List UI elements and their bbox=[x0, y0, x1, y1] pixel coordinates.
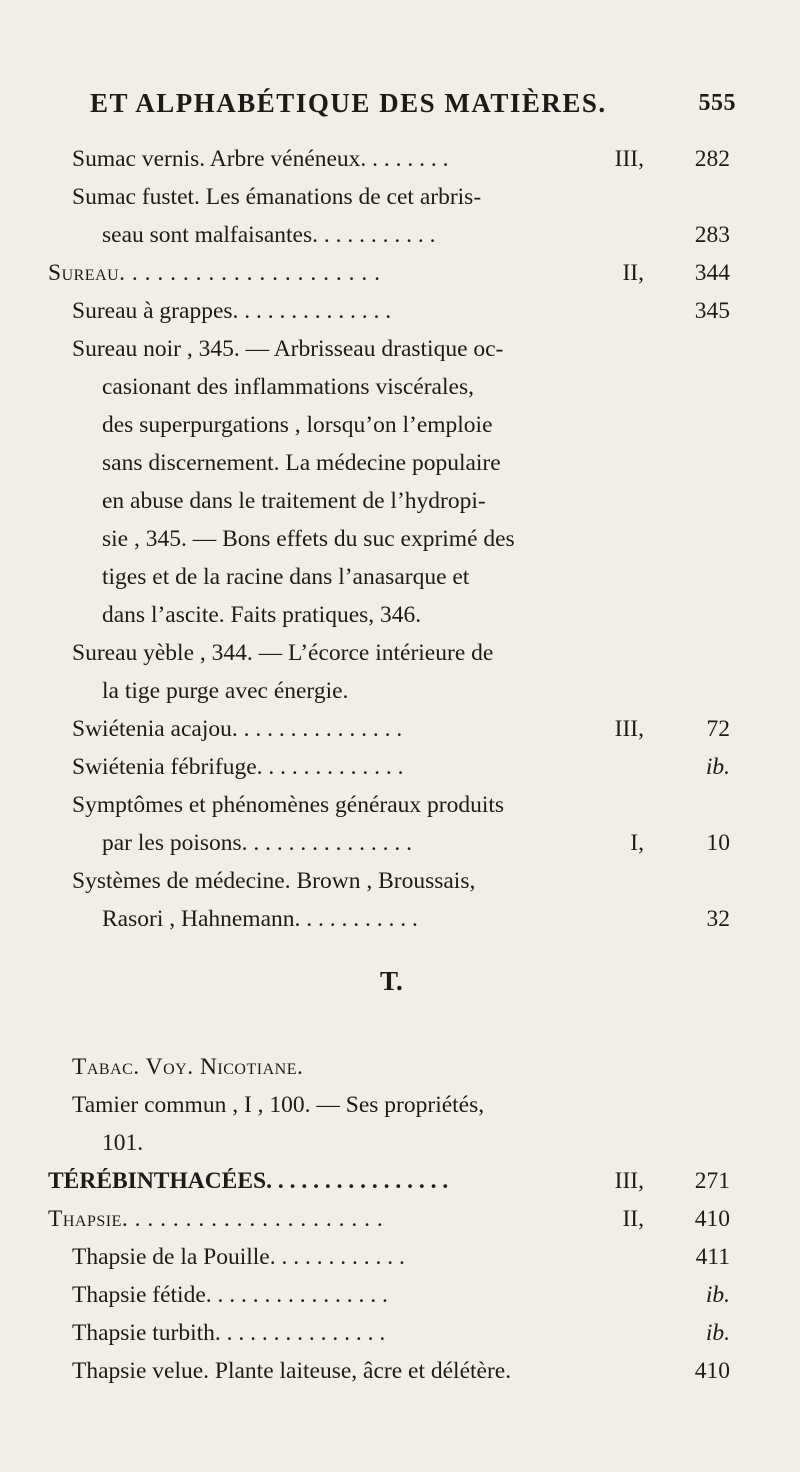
index-entry bbox=[72, 748, 730, 786]
index-entry bbox=[72, 1238, 730, 1276]
section-heading-t: T. bbox=[380, 966, 403, 996]
entry-page: 410 bbox=[694, 1206, 730, 1232]
index-entry bbox=[72, 558, 730, 596]
entry-text: Sureau. . . . . . . . . . . . . . . . . . . . . bbox=[48, 260, 381, 286]
entry-text: Sumac vernis. Arbre vénéneux. . . . . . . . bbox=[72, 146, 449, 172]
entry-text: sans discernement. La médecine populaire bbox=[102, 450, 501, 476]
entry-text: Thapsie turbith. . . . . . . . . . . . . . . bbox=[72, 1320, 386, 1346]
entry-text: Sureau yèble , 344. — L’écorce intérieure de bbox=[72, 640, 494, 666]
entry-page: 271 bbox=[694, 1168, 730, 1194]
index-entry bbox=[72, 596, 730, 634]
index-entry bbox=[72, 406, 730, 444]
index-entry bbox=[72, 634, 730, 672]
index-entry bbox=[72, 786, 730, 824]
entry-page: 283 bbox=[694, 222, 730, 248]
entry-page: 410 bbox=[694, 1358, 730, 1384]
index-entry bbox=[48, 1162, 730, 1200]
index-entry bbox=[72, 900, 730, 938]
entry-page: ib. bbox=[705, 1320, 730, 1346]
index-entry bbox=[72, 178, 730, 216]
entry-volume: III, bbox=[614, 1168, 644, 1194]
index-entry bbox=[72, 1352, 730, 1390]
entry-text: des superpurgations , lorsqu’on l’emploie bbox=[102, 412, 493, 438]
entry-volume: II, bbox=[622, 260, 644, 286]
index-entry bbox=[72, 482, 730, 520]
index-entry bbox=[72, 710, 730, 748]
entry-page: ib. bbox=[705, 1282, 730, 1308]
index-entry bbox=[72, 520, 730, 558]
entry-text: sie , 345. — Bons effets du suc exprimé des bbox=[102, 526, 515, 552]
entry-text: en abuse dans le traitement de l’hydropi- bbox=[102, 488, 486, 514]
index-entry bbox=[72, 862, 730, 900]
entry-text: Swiétenia acajou. . . . . . . . . . . . . . . bbox=[72, 716, 403, 742]
entry-volume: II, bbox=[622, 1206, 644, 1232]
entry-text: tiges et de la racine dans l’anasarque et bbox=[102, 564, 470, 590]
running-title: ET ALPHABÉTIQUE DES MATIÈRES. bbox=[90, 88, 607, 118]
entry-text: seau sont malfaisantes. . . . . . . . . . . bbox=[102, 222, 436, 248]
index-entry bbox=[72, 1124, 730, 1162]
index-entry bbox=[48, 254, 730, 292]
entry-text: Thapsie velue. Plante laiteuse, âcre et délétère. bbox=[72, 1358, 512, 1384]
entry-page: 72 bbox=[706, 716, 730, 742]
entry-text: Tamier commun , I , 100. — Ses propriétés, bbox=[72, 1092, 485, 1118]
index-entry bbox=[48, 1200, 730, 1238]
entry-text: Swiétenia fébrifuge. . . . . . . . . . . . . bbox=[72, 754, 404, 780]
entry-text: Systèmes de médecine. Brown , Broussais, bbox=[72, 868, 476, 894]
index-entry bbox=[72, 1048, 730, 1086]
entry-text: dans l’ascite. Faits pratiques, 346. bbox=[102, 602, 422, 628]
entry-text: Thapsie. . . . . . . . . . . . . . . . . . . . . bbox=[48, 1206, 384, 1232]
entry-text: Thapsie de la Pouille. . . . . . . . . . . . bbox=[72, 1244, 405, 1270]
entry-page: 282 bbox=[694, 146, 730, 172]
index-entry bbox=[72, 672, 730, 710]
entry-page: 344 bbox=[694, 260, 730, 286]
running-header bbox=[72, 88, 736, 128]
index-entry bbox=[72, 1314, 730, 1352]
index-entry bbox=[72, 444, 730, 482]
index-entry bbox=[72, 1086, 730, 1124]
entry-text: Sumac fustet. Les émanations de cet arbris- bbox=[72, 184, 482, 210]
entry-text: 101. bbox=[102, 1130, 144, 1156]
entry-text: par les poisons. . . . . . . . . . . . . . . bbox=[102, 830, 413, 856]
entry-text: Tabac. Voy. Nicotiane. bbox=[72, 1054, 304, 1080]
entry-page: 10 bbox=[706, 830, 730, 856]
index-entry bbox=[72, 292, 730, 330]
entry-volume: III, bbox=[614, 716, 644, 742]
index-entry bbox=[72, 824, 730, 862]
entry-page: 32 bbox=[706, 906, 730, 932]
entry-text: Symptômes et phénomènes généraux produits bbox=[72, 792, 505, 818]
entry-text: TÉRÉBINTHACÉES. . . . . . . . . . . . . . . . bbox=[48, 1168, 449, 1194]
index-entry bbox=[72, 330, 730, 368]
entry-text: Rasori , Hahnemann. . . . . . . . . . . bbox=[102, 906, 418, 932]
entry-page: 345 bbox=[694, 298, 730, 324]
index-entry bbox=[72, 216, 730, 254]
entry-volume: III, bbox=[614, 146, 644, 172]
entry-text: Thapsie fétide. . . . . . . . . . . . . . . . bbox=[72, 1282, 388, 1308]
entry-volume: I, bbox=[630, 830, 644, 856]
entry-page: ib. bbox=[705, 754, 730, 780]
page-number: 555 bbox=[698, 90, 736, 116]
entry-text: Sureau à grappes. . . . . . . . . . . . . . bbox=[72, 298, 392, 324]
entry-page: 411 bbox=[695, 1244, 730, 1270]
entry-text: la tige purge avec énergie. bbox=[102, 678, 349, 704]
index-entry bbox=[72, 140, 730, 178]
entry-text: casionant des inflammations viscérales, bbox=[102, 374, 474, 400]
index-entry bbox=[72, 1276, 730, 1314]
entry-text: Sureau noir , 345. — Arbrisseau drastique oc- bbox=[72, 336, 504, 362]
index-entry bbox=[72, 368, 730, 406]
